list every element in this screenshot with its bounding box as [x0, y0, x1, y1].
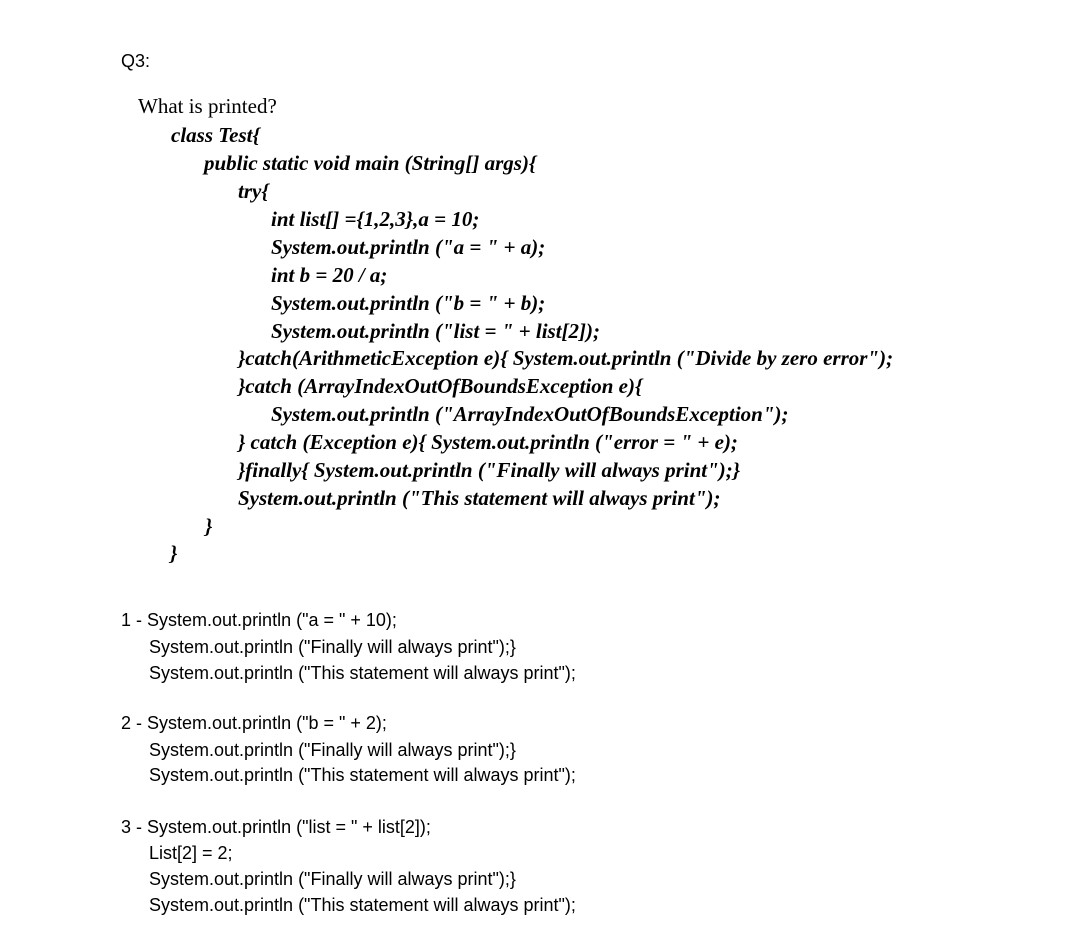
- code-line: System.out.println ("This statement will always print");: [238, 486, 721, 510]
- option-number: 3: [121, 817, 132, 837]
- option-line: System.out.println ("This statement will always print");: [149, 895, 576, 915]
- code-line: }catch(ArithmeticException e){ System.out.println ("Divide by zero error");: [238, 346, 894, 370]
- option-number: 1: [121, 610, 132, 630]
- code-line: System.out.println ("list = " + list[2]);: [271, 319, 601, 343]
- code-line: class Test{: [171, 123, 260, 147]
- code-line: try{: [238, 179, 269, 203]
- option-line: System.out.println ("Finally will always print");}: [149, 740, 516, 760]
- code-line: int b = 20 / a;: [271, 263, 388, 287]
- code-line: }: [170, 541, 178, 565]
- option-first-line: 1 - System.out.println ("a = " + 10);: [121, 610, 397, 630]
- code-line: System.out.println ("ArrayIndexOutOfBoundsException");: [271, 402, 789, 426]
- code-line: }finally{ System.out.println ("Finally will always print");}: [238, 458, 741, 482]
- option-number: 2: [121, 713, 132, 733]
- question-label: Q3:: [121, 51, 151, 71]
- code-line: int list[] ={1,2,3},a = 10;: [271, 207, 480, 231]
- code-line: public static void main (String[] args){: [204, 151, 537, 175]
- option-line: System.out.println ("Finally will always print");}: [149, 869, 516, 889]
- option-text: System.out.println ("b = " + 2);: [147, 713, 387, 733]
- code-line: System.out.println ("a = " + a);: [271, 235, 546, 259]
- option-first-line: 3 - System.out.println ("list = " + list[2]);: [121, 817, 431, 837]
- option-line: List[2] = 2;: [149, 843, 233, 863]
- option-line: System.out.println ("Finally will always print");}: [149, 637, 516, 657]
- option-line: System.out.println ("This statement will always print");: [149, 765, 576, 785]
- question-prompt: What is printed?: [138, 94, 277, 118]
- code-line: }catch (ArrayIndexOutOfBoundsException e){: [238, 374, 643, 398]
- code-line: }: [205, 514, 213, 538]
- code-line: } catch (Exception e){ System.out.println ("error = " + e);: [238, 430, 738, 454]
- option-line: System.out.println ("This statement will always print");: [149, 663, 576, 683]
- option-text: System.out.println ("list = " + list[2]);: [147, 817, 431, 837]
- option-text: System.out.println ("a = " + 10);: [147, 610, 397, 630]
- option-first-line: 2 - System.out.println ("b = " + 2);: [121, 713, 387, 733]
- code-line: System.out.println ("b = " + b);: [271, 291, 546, 315]
